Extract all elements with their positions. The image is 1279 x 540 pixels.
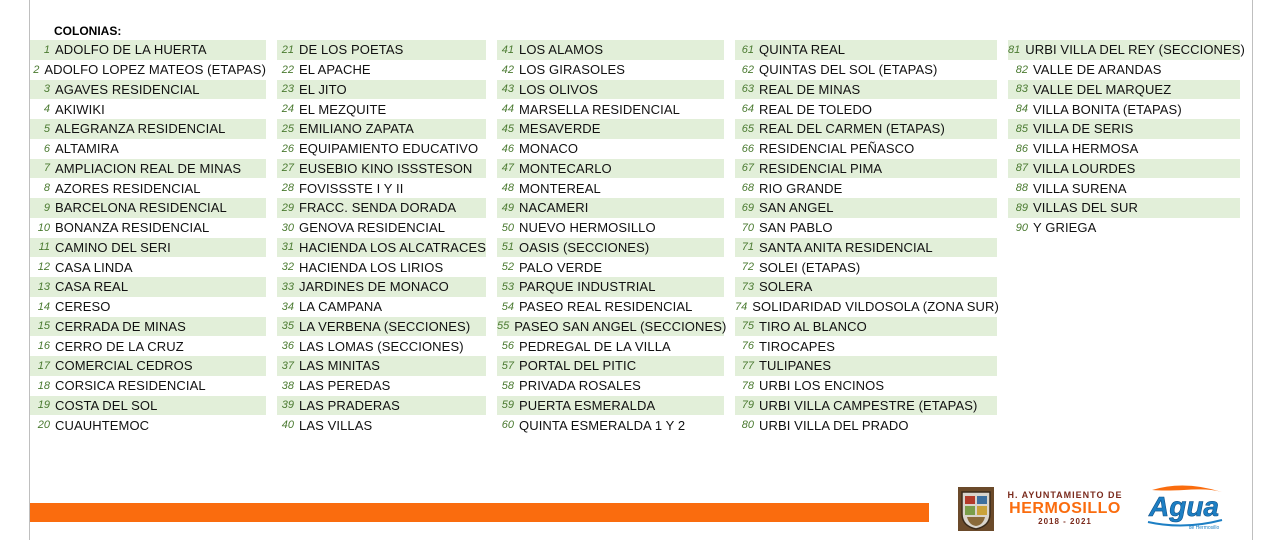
colonia-number: 85 xyxy=(1015,122,1028,135)
colonia-row xyxy=(735,376,997,396)
colonia-number: 24 xyxy=(281,103,294,116)
colonia-number: 32 xyxy=(281,261,294,274)
colonia-name: MONACO xyxy=(519,141,579,157)
colonia-number: 55 xyxy=(497,320,510,333)
colonia-number: 38 xyxy=(281,379,294,392)
colonia-name: CASA LINDA xyxy=(55,259,133,275)
colonia-number: 56 xyxy=(501,340,514,353)
colonia-name: VILLA SURENA xyxy=(1033,180,1127,196)
colonia-row xyxy=(277,40,486,60)
colonia-name: LAS VILLAS xyxy=(299,417,373,433)
colonia-name: CUAUHTEMOC xyxy=(55,417,150,433)
colonia-name: ADOLFO LOPEZ MATEOS (ETAPAS) xyxy=(44,62,266,78)
colonia-number: 47 xyxy=(501,162,514,175)
colonia-name: LAS MINITAS xyxy=(299,358,381,374)
colonia-number: 29 xyxy=(281,201,294,214)
colonia-row xyxy=(1008,178,1240,198)
colonia-row xyxy=(497,376,724,396)
colonia-row xyxy=(735,238,997,258)
colonia-name: BARCELONA RESIDENCIAL xyxy=(55,200,227,216)
colonia-name: VILLA LOURDES xyxy=(1033,160,1136,176)
colonia-number: 3 xyxy=(43,83,50,96)
colonia-row xyxy=(277,139,486,159)
colonia-row xyxy=(1008,218,1240,238)
colonia-name: HACIENDA LOS ALCATRACES xyxy=(298,239,486,255)
colonia-number: 33 xyxy=(281,280,294,293)
colonia-row xyxy=(735,257,997,277)
colonia-name: PASEO SAN ANGEL (SECCIONES) xyxy=(514,318,727,334)
colonia-name: CORSICA RESIDENCIAL xyxy=(55,378,206,394)
colonia-number: 50 xyxy=(501,221,514,234)
colonia-row xyxy=(277,376,486,396)
colonia-number: 79 xyxy=(741,399,754,412)
colonia-number: 36 xyxy=(281,340,294,353)
colonia-name: COSTA DEL SOL xyxy=(55,397,158,413)
colonia-number: 62 xyxy=(741,63,754,76)
colonia-row xyxy=(277,415,486,435)
colonia-name: GENOVA RESIDENCIAL xyxy=(299,220,446,236)
colonia-number: 60 xyxy=(501,419,514,432)
colonia-number: 82 xyxy=(1015,63,1028,76)
colonia-row xyxy=(277,257,486,277)
colonia-name: QUINTA REAL xyxy=(759,42,846,58)
colonia-name: TIROCAPES xyxy=(759,338,836,354)
colonia-row xyxy=(497,139,724,159)
colonias-heading: COLONIAS: xyxy=(54,24,122,38)
colonia-row xyxy=(735,119,997,139)
colonia-row xyxy=(1008,119,1240,139)
colonia-name: MESAVERDE xyxy=(519,121,601,137)
colonia-number: 83 xyxy=(1015,83,1028,96)
colonia-row xyxy=(735,218,997,238)
colonia-name: ADOLFO DE LA HUERTA xyxy=(55,42,207,58)
colonia-row xyxy=(277,198,486,218)
colonia-row xyxy=(277,80,486,100)
colonia-number: 57 xyxy=(501,359,514,372)
colonia-name: NACAMERI xyxy=(519,200,589,216)
colonia-number: 52 xyxy=(501,261,514,274)
colonia-row xyxy=(497,336,724,356)
logo-line-hermosillo: HERMOSILLO xyxy=(1009,500,1121,517)
colonia-name: HACIENDA LOS LIRIOS xyxy=(299,259,444,275)
colonia-number: 44 xyxy=(501,103,514,116)
colonia-number: 21 xyxy=(281,43,294,56)
colonia-row xyxy=(1008,139,1240,159)
colonia-number: 64 xyxy=(741,103,754,116)
colonia-name: SOLERA xyxy=(759,279,813,295)
colonia-number: 35 xyxy=(281,320,294,333)
colonia-row xyxy=(277,336,486,356)
hermosillo-crest-icon xyxy=(957,486,995,532)
colonia-name: URBI VILLA CAMPESTRE (ETAPAS) xyxy=(759,397,978,413)
colonia-row xyxy=(30,297,266,317)
colonia-name: FRACC. SENDA DORADA xyxy=(299,200,457,216)
colonia-row xyxy=(735,336,997,356)
colonia-row xyxy=(735,317,997,337)
colonia-number: 23 xyxy=(281,83,294,96)
colonia-number: 19 xyxy=(37,399,50,412)
colonia-number: 4 xyxy=(43,103,50,116)
svg-text:de Hermosillo: de Hermosillo xyxy=(1188,525,1220,531)
colonia-row xyxy=(30,277,266,297)
colonia-row xyxy=(497,80,724,100)
colonia-number: 30 xyxy=(281,221,294,234)
colonia-name: QUINTA ESMERALDA 1 Y 2 xyxy=(519,417,686,433)
colonia-row xyxy=(497,277,724,297)
colonia-row xyxy=(1008,198,1240,218)
colonia-row xyxy=(497,218,724,238)
colonia-row xyxy=(30,139,266,159)
colonia-row xyxy=(497,356,724,376)
colonia-row xyxy=(497,60,724,80)
colonia-number: 84 xyxy=(1015,103,1028,116)
colonia-name: AGAVES RESIDENCIAL xyxy=(55,81,200,97)
colonia-name: VALLE DE ARANDAS xyxy=(1033,62,1162,78)
colonia-row xyxy=(497,40,724,60)
colonia-number: 14 xyxy=(37,300,50,313)
colonia-row xyxy=(497,198,724,218)
colonia-row xyxy=(30,60,266,80)
colonia-row xyxy=(30,178,266,198)
colonia-row xyxy=(277,356,486,376)
colonia-name: ALTAMIRA xyxy=(55,141,119,157)
colonia-row xyxy=(497,178,724,198)
colonias-column-3 xyxy=(497,40,727,435)
colonia-number: 48 xyxy=(501,182,514,195)
colonia-number: 72 xyxy=(741,261,754,274)
colonia-name: AMPLIACION REAL DE MINAS xyxy=(55,160,242,176)
colonia-number: 41 xyxy=(501,43,514,56)
colonia-row xyxy=(497,297,724,317)
colonia-row xyxy=(30,119,266,139)
colonia-number: 63 xyxy=(741,83,754,96)
colonia-row xyxy=(30,198,266,218)
colonia-number: 68 xyxy=(741,182,754,195)
colonia-name: REAL DE MINAS xyxy=(759,81,861,97)
colonia-number: 39 xyxy=(281,399,294,412)
colonia-number: 22 xyxy=(281,63,294,76)
colonia-name: RESIDENCIAL PIMA xyxy=(759,160,883,176)
colonia-row xyxy=(277,159,486,179)
page-border-right xyxy=(1252,0,1253,540)
colonia-number: 67 xyxy=(741,162,754,175)
colonia-row xyxy=(735,40,997,60)
colonia-row xyxy=(30,356,266,376)
colonia-row xyxy=(1008,159,1240,179)
colonia-name: AZORES RESIDENCIAL xyxy=(55,180,201,196)
colonia-number: 20 xyxy=(37,419,50,432)
colonia-number: 45 xyxy=(501,122,514,135)
colonia-number: 80 xyxy=(741,419,754,432)
ayuntamiento-logo xyxy=(1000,490,1130,526)
colonia-row xyxy=(277,238,486,258)
colonia-name: LOS GIRASOLES xyxy=(519,62,626,78)
footer-orange-bar xyxy=(30,503,929,522)
colonia-number: 42 xyxy=(501,63,514,76)
colonia-name: JARDINES DE MONACO xyxy=(299,279,449,295)
colonia-number: 25 xyxy=(281,122,294,135)
colonia-number: 88 xyxy=(1015,182,1028,195)
logo-line-years: 2018 - 2021 xyxy=(1038,517,1092,526)
colonia-row xyxy=(497,415,724,435)
colonia-name: MARSELLA RESIDENCIAL xyxy=(519,101,680,117)
colonia-number: 77 xyxy=(741,359,754,372)
colonia-number: 87 xyxy=(1015,162,1028,175)
colonias-column-5 xyxy=(1008,40,1245,238)
colonia-name: CERESO xyxy=(55,299,111,315)
colonia-row xyxy=(497,159,724,179)
colonia-name: TIRO AL BLANCO xyxy=(759,318,867,334)
colonia-name: MONTECARLO xyxy=(519,160,612,176)
colonia-row xyxy=(497,119,724,139)
colonia-number: 89 xyxy=(1015,201,1028,214)
colonia-row xyxy=(277,297,486,317)
colonia-row xyxy=(1008,80,1240,100)
colonia-row xyxy=(735,277,997,297)
colonia-name: Y GRIEGA xyxy=(1033,220,1097,236)
colonia-name: URBI VILLA DEL PRADO xyxy=(759,417,909,433)
colonia-number: 49 xyxy=(501,201,514,214)
colonia-number: 46 xyxy=(501,142,514,155)
colonia-row xyxy=(30,317,266,337)
colonia-row xyxy=(30,238,266,258)
colonia-row xyxy=(30,80,266,100)
colonia-number: 40 xyxy=(281,419,294,432)
colonia-name: EL APACHE xyxy=(299,62,371,78)
colonia-name: PALO VERDE xyxy=(519,259,603,275)
colonia-name: AKIWIKI xyxy=(55,101,105,117)
colonia-number: 51 xyxy=(501,241,514,254)
colonia-row xyxy=(497,99,724,119)
colonia-number: 75 xyxy=(741,320,754,333)
colonia-row xyxy=(30,257,266,277)
colonia-name: LA CAMPANA xyxy=(299,299,383,315)
colonia-name: LA VERBENA (SECCIONES) xyxy=(299,318,471,334)
colonia-name: CASA REAL xyxy=(55,279,129,295)
colonia-number: 43 xyxy=(501,83,514,96)
colonia-row xyxy=(497,238,724,258)
colonia-number: 13 xyxy=(37,280,50,293)
colonia-name: EL MEZQUITE xyxy=(299,101,387,117)
colonia-name: VALLE DEL MARQUEZ xyxy=(1033,81,1172,97)
colonia-name: PORTAL DEL PITIC xyxy=(519,358,637,374)
colonia-row xyxy=(30,99,266,119)
colonia-number: 8 xyxy=(43,182,50,195)
colonia-row xyxy=(277,218,486,238)
colonia-number: 26 xyxy=(281,142,294,155)
colonia-name: LAS LOMAS (SECCIONES) xyxy=(299,338,464,354)
colonia-name: COMERCIAL CEDROS xyxy=(55,358,193,374)
colonia-name: LOS OLIVOS xyxy=(519,81,599,97)
colonias-column-1 xyxy=(30,40,266,435)
colonia-name: LAS PEREDAS xyxy=(299,378,391,394)
colonia-row xyxy=(30,415,266,435)
colonia-number: 37 xyxy=(281,359,294,372)
colonia-row xyxy=(735,178,997,198)
colonia-number: 7 xyxy=(43,162,50,175)
colonia-number: 16 xyxy=(37,340,50,353)
colonia-row xyxy=(1008,60,1240,80)
colonia-row xyxy=(1008,40,1245,60)
colonia-number: 34 xyxy=(281,300,294,313)
colonia-number: 11 xyxy=(38,241,50,254)
colonia-number: 73 xyxy=(741,280,754,293)
colonia-row xyxy=(277,99,486,119)
colonia-name: CAMINO DEL SERI xyxy=(55,239,171,255)
colonia-number: 28 xyxy=(281,182,294,195)
colonia-number: 59 xyxy=(501,399,514,412)
colonia-number: 2 xyxy=(33,63,40,76)
colonia-name: PASEO REAL RESIDENCIAL xyxy=(519,299,693,315)
colonia-row xyxy=(277,396,486,416)
colonia-number: 74 xyxy=(735,300,748,313)
colonia-name: URBI VILLA DEL REY (SECCIONES) xyxy=(1025,42,1245,58)
colonia-row xyxy=(277,317,486,337)
colonia-name: SANTA ANITA RESIDENCIAL xyxy=(759,239,933,255)
colonia-name: VILLA HERMOSA xyxy=(1033,141,1139,157)
colonia-name: EMILIANO ZAPATA xyxy=(299,121,414,137)
colonia-number: 1 xyxy=(43,43,50,56)
colonia-name: ALEGRANZA RESIDENCIAL xyxy=(55,121,226,137)
colonia-row xyxy=(277,119,486,139)
colonia-number: 78 xyxy=(741,379,754,392)
colonia-row xyxy=(735,159,997,179)
colonia-row xyxy=(1008,99,1240,119)
colonia-number: 69 xyxy=(741,201,754,214)
colonia-name: PUERTA ESMERALDA xyxy=(519,397,656,413)
colonia-row xyxy=(497,257,724,277)
colonia-name: SAN PABLO xyxy=(759,220,833,236)
colonia-row xyxy=(277,178,486,198)
colonia-name: RIO GRANDE xyxy=(759,180,843,196)
colonia-number: 70 xyxy=(741,221,754,234)
colonia-number: 15 xyxy=(37,320,50,333)
colonia-number: 18 xyxy=(37,379,50,392)
colonia-row xyxy=(30,396,266,416)
colonia-name: DE LOS POETAS xyxy=(299,42,404,58)
colonia-name: CERRO DE LA CRUZ xyxy=(55,338,184,354)
colonia-name: LAS PRADERAS xyxy=(299,397,400,413)
colonia-name: SAN ANGEL xyxy=(759,200,834,216)
colonia-name: REAL DEL CARMEN (ETAPAS) xyxy=(759,121,945,137)
colonia-name: OASIS (SECCIONES) xyxy=(519,239,650,255)
colonia-row xyxy=(735,297,997,317)
colonia-name: VILLAS DEL SUR xyxy=(1033,200,1138,216)
colonia-number: 61 xyxy=(741,43,754,56)
colonia-number: 71 xyxy=(741,241,754,254)
colonia-name: EUSEBIO KINO ISSSTESON xyxy=(299,160,473,176)
colonia-number: 76 xyxy=(741,340,754,353)
colonia-number: 58 xyxy=(501,379,514,392)
colonia-number: 17 xyxy=(37,359,50,372)
svg-text:Agua: Agua xyxy=(1149,491,1219,522)
colonia-row xyxy=(735,396,997,416)
colonia-row xyxy=(735,60,997,80)
colonia-name: FOVISSSTE I Y II xyxy=(299,180,404,196)
logo-line-ayuntamiento: H. AYUNTAMIENTO DE xyxy=(1007,490,1123,500)
colonia-row xyxy=(30,218,266,238)
colonia-number: 31 xyxy=(281,241,294,254)
colonia-name: VILLA DE SERIS xyxy=(1033,121,1134,137)
colonia-row xyxy=(277,277,486,297)
colonia-name: PARQUE INDUSTRIAL xyxy=(519,279,656,295)
colonia-name: REAL DE TOLEDO xyxy=(759,101,873,117)
colonia-name: SOLEI (ETAPAS) xyxy=(759,259,861,275)
colonia-row xyxy=(735,415,997,435)
agua-de-hermosillo-logo xyxy=(1138,482,1230,534)
colonia-number: 9 xyxy=(43,201,50,214)
colonia-name: QUINTAS DEL SOL (ETAPAS) xyxy=(759,62,938,78)
colonia-name: PEDREGAL DE LA VILLA xyxy=(519,338,671,354)
colonia-name: RESIDENCIAL PEÑASCO xyxy=(759,141,915,157)
colonia-name: SOLIDARIDAD VILDOSOLA (ZONA SUR) xyxy=(752,299,999,315)
colonia-row xyxy=(735,198,997,218)
colonia-number: 27 xyxy=(281,162,294,175)
colonia-name: EL JITO xyxy=(299,81,347,97)
colonia-row xyxy=(735,80,997,100)
colonia-number: 81 xyxy=(1008,43,1021,56)
colonias-column-4 xyxy=(735,40,997,435)
colonia-row xyxy=(497,396,724,416)
colonia-name: LOS ALAMOS xyxy=(519,42,604,58)
colonia-number: 90 xyxy=(1015,221,1028,234)
colonia-row xyxy=(30,336,266,356)
colonia-name: CERRADA DE MINAS xyxy=(55,318,186,334)
colonia-number: 86 xyxy=(1015,142,1028,155)
colonias-column-2 xyxy=(277,40,486,435)
colonia-name: BONANZA RESIDENCIAL xyxy=(55,220,210,236)
colonia-number: 53 xyxy=(501,280,514,293)
colonia-row xyxy=(30,376,266,396)
colonia-row xyxy=(735,99,997,119)
colonia-row xyxy=(735,139,997,159)
colonia-name: URBI LOS ENCINOS xyxy=(759,378,885,394)
colonia-row xyxy=(30,40,266,60)
colonia-number: 6 xyxy=(43,142,50,155)
colonia-name: TULIPANES xyxy=(759,358,832,374)
colonia-row xyxy=(497,317,727,337)
colonia-name: NUEVO HERMOSILLO xyxy=(519,220,656,236)
colonia-name: PRIVADA ROSALES xyxy=(519,378,641,394)
colonia-name: EQUIPAMIENTO EDUCATIVO xyxy=(299,141,479,157)
colonia-number: 5 xyxy=(43,122,50,135)
colonia-name: MONTEREAL xyxy=(519,180,601,196)
colonia-number: 10 xyxy=(37,221,50,234)
colonia-number: 12 xyxy=(37,261,50,274)
colonia-row xyxy=(30,159,266,179)
colonia-name: VILLA BONITA (ETAPAS) xyxy=(1033,101,1182,117)
colonia-number: 66 xyxy=(741,142,754,155)
colonia-row xyxy=(277,60,486,80)
colonia-number: 54 xyxy=(501,300,514,313)
colonia-row xyxy=(735,356,997,376)
colonia-number: 65 xyxy=(741,122,754,135)
